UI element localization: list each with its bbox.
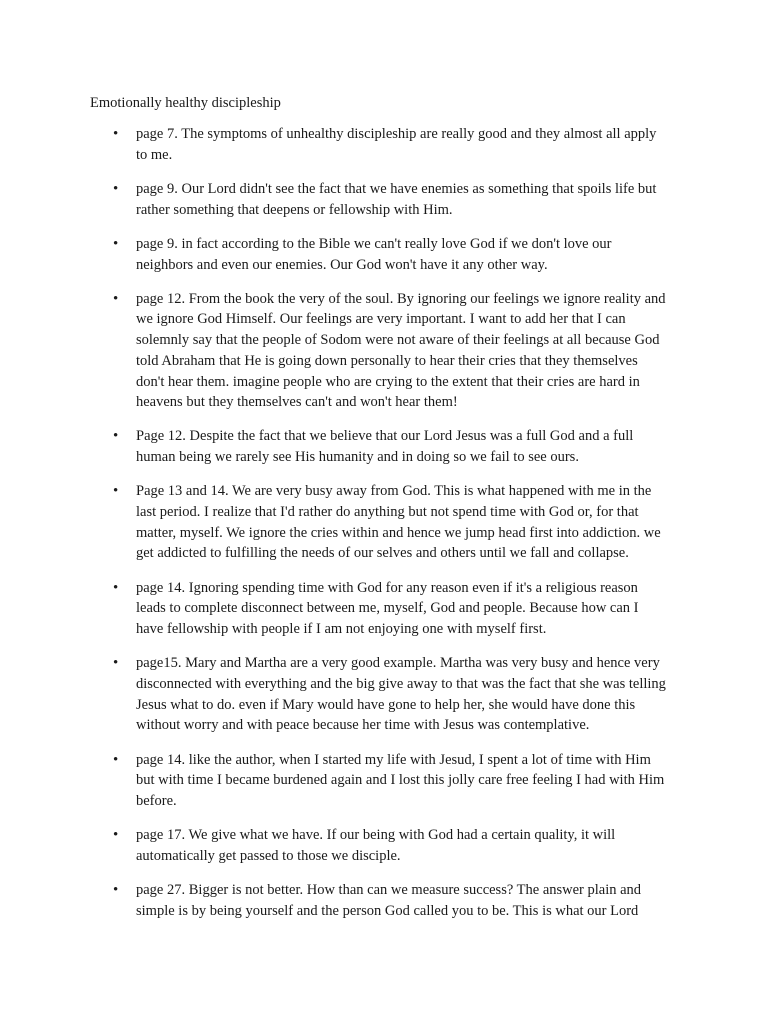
document-title: Emotionally healthy discipleship <box>90 95 281 111</box>
list-item: • Page 13 and 14. We are very busy away from God. This is what happened with me in the last period. I realize that I'd rather do anything but not spend time with God or, for that matter, myself. We ignore the cries within and hence we jump head first into addiction. we get addicted to fulfilling the needs of our selves and others until we fall and collapse. <box>90 481 668 564</box>
list-item: • page 7. The symptoms of unhealthy discipleship are really good and they almost all apply to me. <box>90 124 668 165</box>
list-item: • Page 12. Despite the fact that we believe that our Lord Jesus was a full God and a full human being we rarely see His humanity and in doing so we fail to see ours. <box>90 426 668 467</box>
list-item: • page 27. Bigger is not better. How than can we measure success? The answer plain and simple is by being yourself and the person God called you to be. This is what our Lord <box>90 880 668 921</box>
list-item: • page 9. in fact according to the Bible we can't really love God if we don't love our neighbors and even our enemies. Our God won't have it any other way. <box>90 234 668 275</box>
list-item: • page 14. like the author, when I started my life with Jesud, I spent a lot of time with Him but with time I became burdened again and I lost this jolly care free feeling I had with Him before. <box>90 750 668 812</box>
list-item: • page 12. From the book the very of the soul. By ignoring our feelings we ignore reality and we ignore God Himself. Our feelings are very important. I want to add her that I can solemnly say that the people of Sodom were not aware of their feelings at all because God told Abraham that He is going down personally to hear their cries that they themselves don't hear them. imagine people who are crying to the extent that their cries are hard in heavens but they themselves can't and won't hear them! <box>90 289 668 413</box>
notes-list <box>90 124 668 922</box>
list-item: • page 14. Ignoring spending time with God for any reason even if it's a religious reason leads to complete disconnect between me, myself, God and people. Because how can I have fellowship with people if I am not enjoying one with myself first. <box>90 578 668 640</box>
list-item: • page 9. Our Lord didn't see the fact that we have enemies as something that spoils life but rather something that deepens or fellowship with Him. <box>90 179 668 220</box>
list-item: • page 17. We give what we have. If our being with God had a certain quality, it will automatically get passed to those we disciple. <box>90 825 668 866</box>
list-item: • page15. Mary and Martha are a very good example. Martha was very busy and hence very disconnected with everything and the big give away to that was the fact that she was telling Jesus what to do. even if Mary would have gone to help her, she would have done this without worry and with peace because her time with Jesus was contemplative. <box>90 653 668 736</box>
